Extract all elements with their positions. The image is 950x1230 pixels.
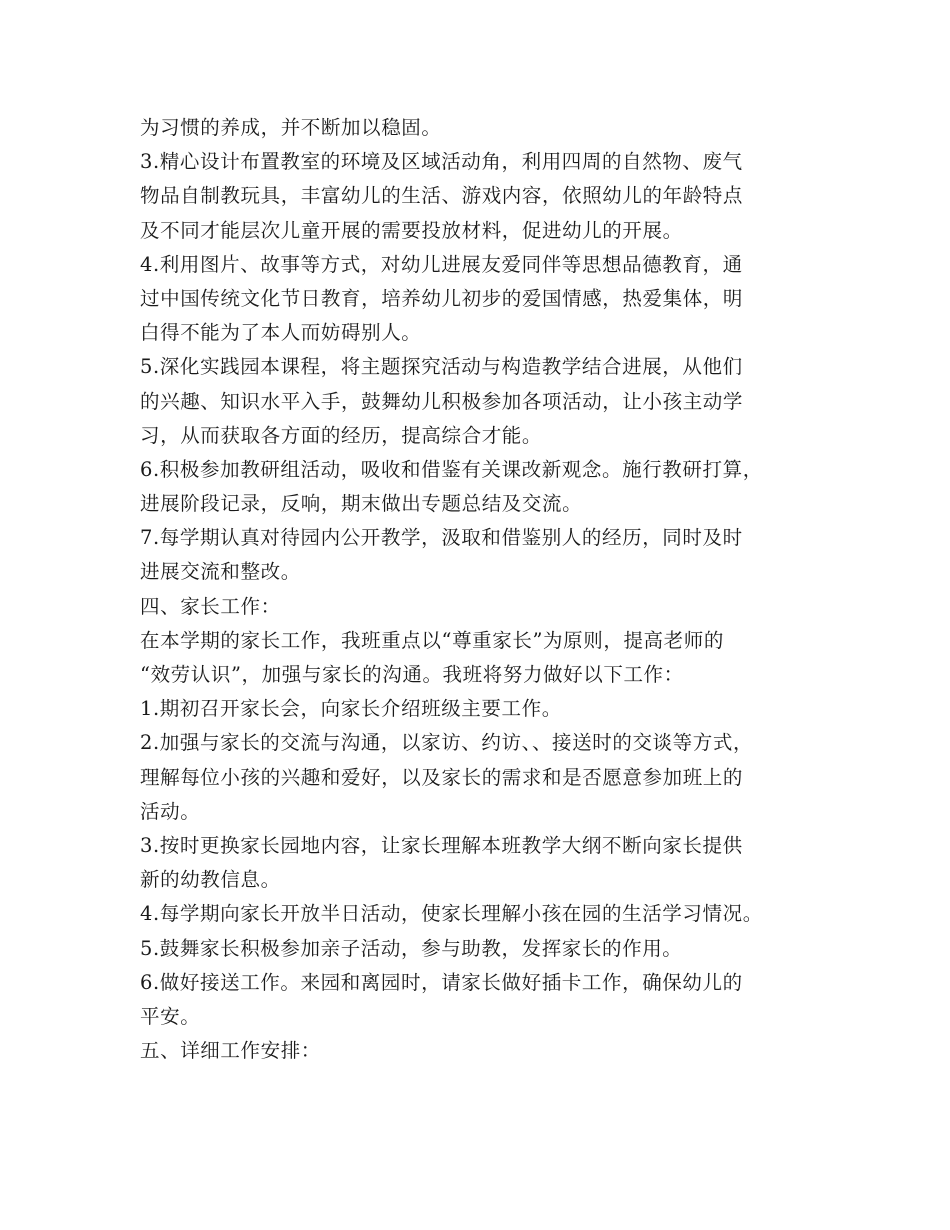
text-line: 进展阶段记录，反响，期末做出专题总结及交流。 <box>140 492 583 516</box>
section-heading-work-schedule: 五、详细工作安排： <box>140 1039 321 1063</box>
list-item-2-line: 2.加强与家长的交流与沟通，以家访、约访、、接送时的交谈等方式， <box>140 731 754 755</box>
text-line: 过中国传统文化节日教育，培养幼儿初步的爱国情感，热爱集体，明 <box>140 286 744 310</box>
text-line: 的兴趣、知识水平入手，鼓舞幼儿积极参加各项活动，让小孩主动学 <box>140 389 744 413</box>
text-line: 平安。 <box>140 1004 201 1028</box>
text-line: 理解每位小孩的兴趣和爱好，以及家长的需求和是否愿意参加班上的 <box>140 765 744 789</box>
list-item-5-line: 5.鼓舞家长积极参加亲子活动，参与助教，发挥家长的作用。 <box>140 936 683 960</box>
list-item-7-line: 7.每学期认真对待园内公开教学，汲取和借鉴别人的经历，同时及时 <box>140 526 743 550</box>
text-line: 及不同才能层次儿童开展的需要投放材料，促进幼儿的开展。 <box>140 218 683 242</box>
text-line: 进展交流和整改。 <box>140 560 301 584</box>
section-heading-parent-work: 四、家长工作： <box>140 594 281 618</box>
document-body <box>140 111 815 1068</box>
text-line: 物品自制教玩具，丰富幼儿的生活、游戏内容，依照幼儿的年龄特点 <box>140 184 744 208</box>
text-line: 为习惯的养成，并不断加以稳固。 <box>140 116 442 139</box>
list-item-6-line: 6.积极参加教研组活动，吸收和借鉴有关课改新观念。施行教研打算， <box>140 457 763 481</box>
list-item-5-line: 5.深化实践园本课程，将主题探究活动与构造教学结合进展，从他们 <box>140 355 743 379</box>
list-item-4-line: 4.利用图片、故事等方式，对幼儿进展友爱同伴等思想品德教育，通 <box>140 252 743 276</box>
text-line: 活动。 <box>140 799 201 823</box>
list-item-3-line: 3.精心设计布置教室的环境及区域活动角，利用四周的自然物、废气 <box>140 150 743 174</box>
list-item-6-line: 6.做好接送工作。来园和离园时，请家长做好插卡工作，确保幼儿的 <box>140 970 743 994</box>
list-item-4-line: 4.每学期向家长开放半日活动，使家长理解小孩在园的生活学习情况。 <box>140 902 763 926</box>
text-line: 在本学期的家长工作，我班重点以“尊重家长”为原则，提高老师的 <box>140 628 724 652</box>
text-line: 新的幼教信息。 <box>140 868 281 892</box>
text-line: “效劳认识”，加强与家长的沟通。我班将努力做好以下工作： <box>140 663 684 686</box>
list-item-1-line: 1.期初召开家长会，向家长介绍班级主要工作。 <box>140 697 562 721</box>
list-item-3-line: 3.按时更换家长园地内容，让家长理解本班教学大纲不断向家长提供 <box>140 833 743 857</box>
text-line: 白得不能为了本人而妨碍别人。 <box>140 321 422 345</box>
text-line: 习，从而获取各方面的经历，提高综合才能。 <box>140 423 543 447</box>
